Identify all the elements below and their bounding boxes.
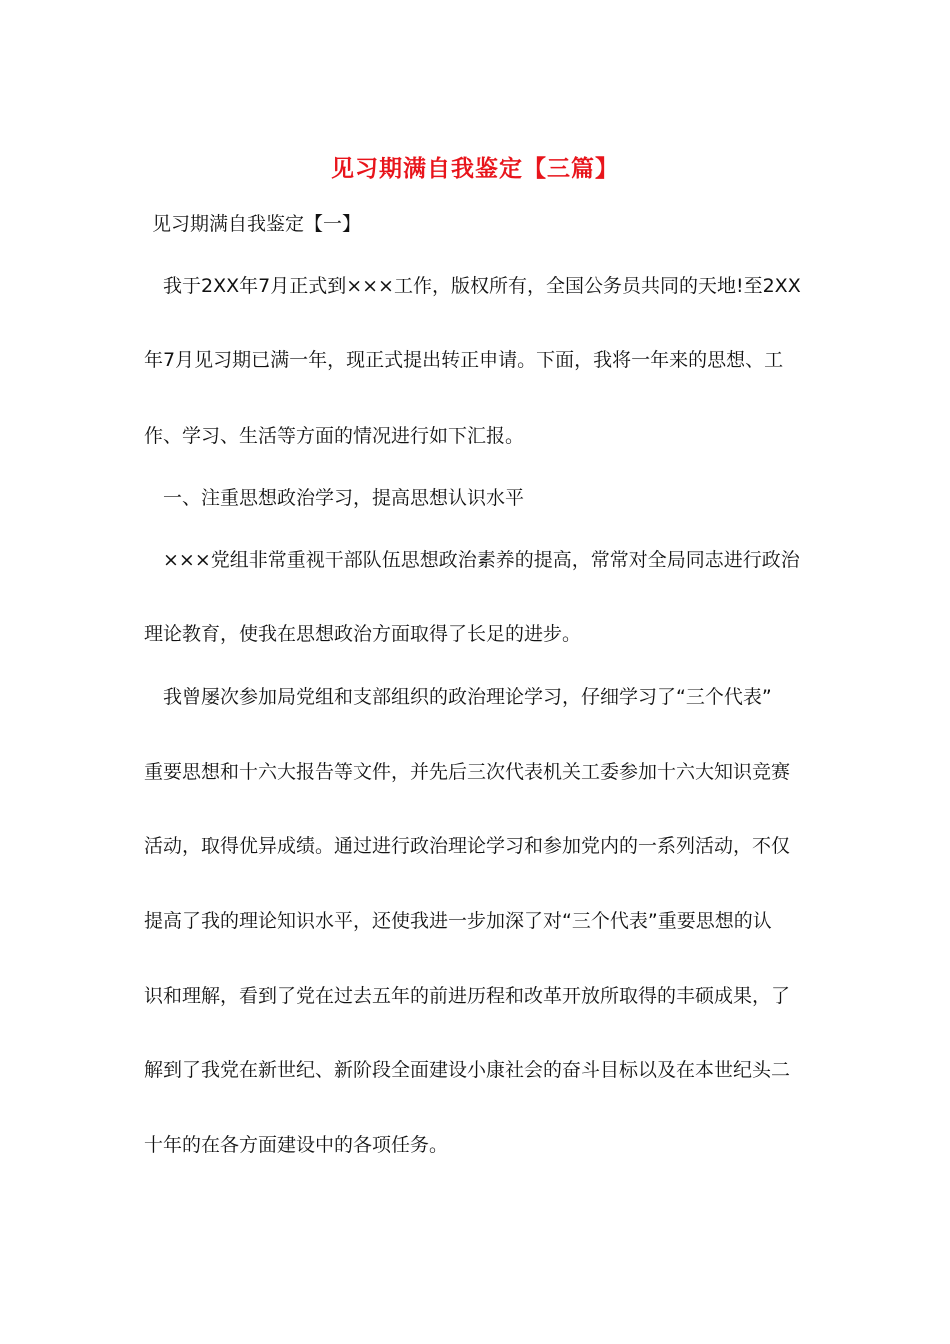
paragraph-line: 十年的在各方面建设中的各项任务。 — [144, 1134, 449, 1156]
paragraph-line: ×××党组非常重视干部队伍思想政治素养的提高，常常对全局同志进行政治 — [163, 549, 800, 571]
paragraph-line: 我曾屡次参加局党组和支部组织的政治理论学习，仔细学习了“三个代表” — [163, 686, 772, 708]
document-title: 见习期满自我鉴定【三篇】 — [331, 155, 619, 182]
paragraph-line: 我于2XX年7月正式到×××工作，版权所有，全国公务员共同的天地!至2XX — [163, 275, 801, 297]
paragraph-line: 作、学习、生活等方面的情况进行如下汇报。 — [144, 425, 525, 447]
paragraph-line: 活动，取得优异成绩。通过进行政治理论学习和参加党内的一系列活动，不仅 — [144, 835, 791, 857]
paragraph-line: 理论教育，使我在思想政治方面取得了长足的进步。 — [144, 623, 582, 645]
subsection-heading: 一、注重思想政治学习，提高思想认识水平 — [163, 487, 525, 509]
section-heading: 见习期满自我鉴定【一】 — [152, 213, 362, 235]
paragraph-line: 提高了我的理论知识水平，还使我进一步加深了对“三个代表”重要思想的认 — [144, 910, 772, 932]
paragraph-line: 年7月见习期已满一年，现正式提出转正申请。下面，我将一年来的思想、工 — [144, 349, 784, 371]
paragraph-line: 重要思想和十六大报告等文件，并先后三次代表机关工委参加十六大知识竞赛 — [144, 761, 791, 783]
paragraph-line: 识和理解，看到了党在过去五年的前进历程和改革开放所取得的丰硕成果，了 — [144, 985, 791, 1007]
paragraph-line: 解到了我党在新世纪、新阶段全面建设小康社会的奋斗目标以及在本世纪头二 — [144, 1059, 791, 1081]
